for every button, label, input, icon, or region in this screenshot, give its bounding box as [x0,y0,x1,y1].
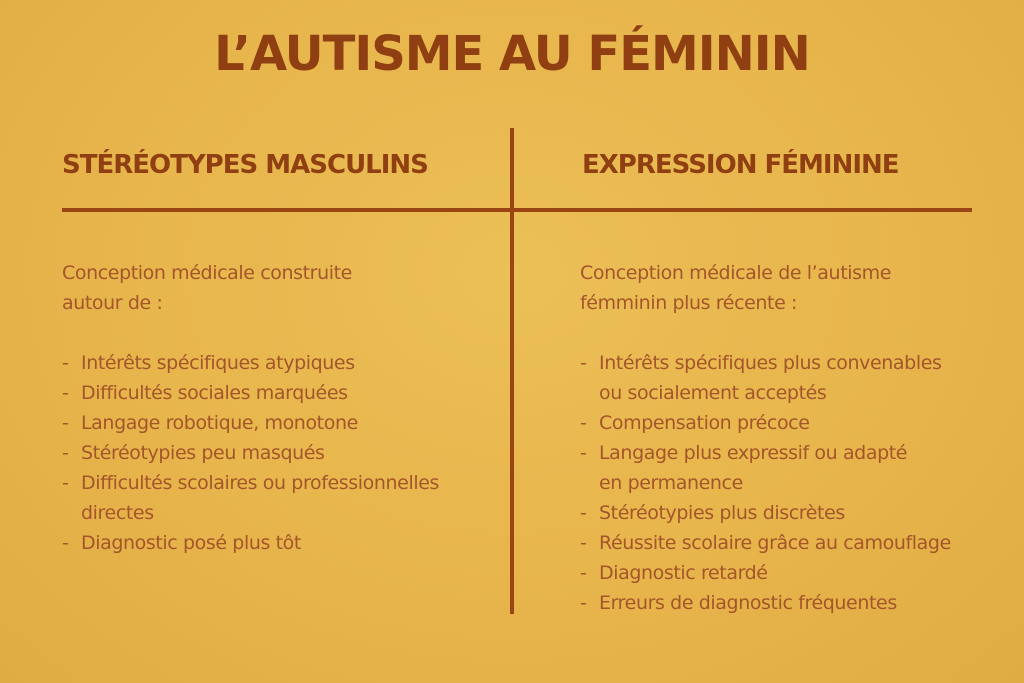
list-item-text: Difficultés sociales marquées [81,382,348,404]
right-column [580,258,1010,618]
list-item-text: Réussite scolaire grâce au camouflage [599,532,951,554]
bullet-dash: - [580,442,587,464]
list-item [62,408,502,438]
left-column [62,258,502,558]
bullet-dash: - [580,562,587,584]
list-item [62,378,502,408]
bullet-dash: - [62,472,69,494]
right-intro: Conception médicale de l’autisme fémminin plus récente : [580,262,892,314]
list-item [580,558,1010,588]
bullet-dash: - [62,382,69,404]
list-item-text: Stéréotypies plus discrètes [599,502,845,524]
horizontal-divider [62,208,972,212]
list-item [580,348,1010,408]
list-item-text: Langage robotique, monotone [81,412,358,434]
bullet-dash: - [580,352,587,374]
list-item [580,528,1010,558]
bullet-dash: - [580,592,587,614]
list-item-text: Intérêts spécifiques atypiques [81,352,355,374]
list-item-text: Erreurs de diagnostic fréquentes [599,592,897,614]
list-item [580,438,1010,498]
list-item [62,468,502,528]
list-item-text: Compensation précoce [599,412,810,434]
bullet-dash: - [580,532,587,554]
list-item [62,348,502,378]
list-item [580,408,1010,438]
vertical-divider [510,128,514,614]
bullet-dash: - [62,532,69,554]
bullet-dash: - [62,352,69,374]
right-list [580,348,1010,618]
list-item [62,528,502,558]
bullet-dash: - [62,442,69,464]
list-item-text: Intérêts spécifiques plus convenables ou socialement acceptés [599,352,942,404]
bullet-dash: - [62,412,69,434]
list-item-text: Stéréotypies peu masqués [81,442,325,464]
list-item-text: Diagnostic posé plus tôt [81,532,301,554]
bullet-dash: - [580,412,587,434]
page-title: L’AUTISME AU FÉMININ [214,26,810,82]
right-column-heading: EXPRESSION FÉMININE [582,150,899,180]
left-list [62,348,502,558]
left-column-heading: STÉRÉOTYPES MASCULINS [62,150,428,180]
list-item [62,438,502,468]
list-item-text: Diagnostic retardé [599,562,768,584]
list-item-text: Difficultés scolaires ou professionnelles directes [81,472,439,524]
list-item-text: Langage plus expressif ou adapté en permanence [599,442,908,494]
bullet-dash: - [580,502,587,524]
list-item [580,498,1010,528]
left-intro: Conception médicale construite autour de : [62,262,352,314]
list-item [580,588,1010,618]
